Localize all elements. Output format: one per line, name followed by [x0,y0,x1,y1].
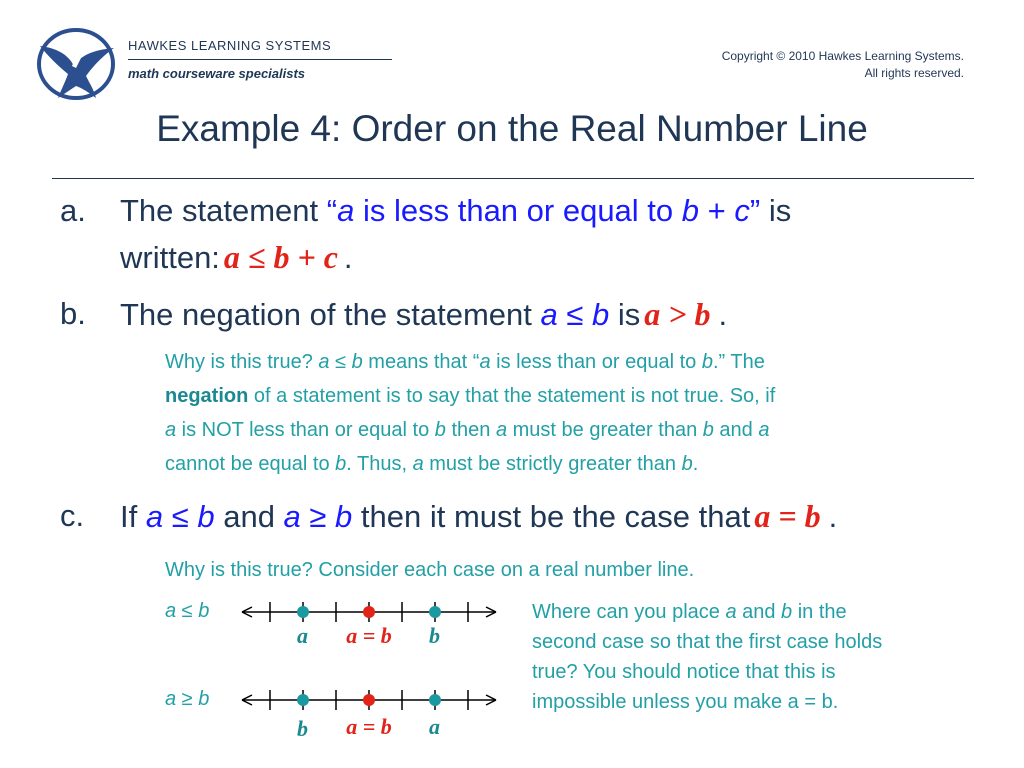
nl1-label-var: a [165,600,177,622]
point-middle [363,694,375,706]
item-a-period: . [343,240,353,275]
item-a-var-c: c [734,193,750,228]
item-c-var-a2: a [283,499,301,534]
expl-text: cannot be equal to [165,453,336,475]
point-right [429,694,441,706]
expl-var: a [165,419,177,441]
item-c-and: and [214,499,284,534]
brand-tagline: math courseware specialists [128,66,306,81]
note-text: Where can you place [532,601,726,623]
point-middle-label: a = b [346,714,392,739]
copyright-line-2: All rights reserved. [864,66,964,80]
item-a-quote-close: ” [749,193,761,228]
explanation-line-3 [165,413,975,447]
item-a-line-2 [120,235,353,280]
expl-var: b [351,351,363,373]
expl-text: . Thus, [346,453,413,475]
item-c-marker: c. [60,498,85,533]
expl-var: b [681,453,693,475]
expl-var: a [758,419,770,441]
nl2-label-op: ≥ [176,688,199,710]
note-text: and [736,601,782,623]
item-b-line [120,292,727,337]
expl-text: then [445,419,496,441]
expl-var: b [702,419,714,441]
brand-divider [128,59,392,60]
side-note-line-3: true? You should notice that this is [532,661,836,683]
item-c-if: If [120,499,146,534]
expl-text: must be greater than [507,419,703,441]
expl-text: must be strictly greater than [423,453,682,475]
item-c-ge: ≥ [300,499,336,534]
point-left-label: b [297,716,308,741]
expl-text: is less than or equal to [490,351,702,373]
number-line-2 [234,684,504,746]
explanation-line-1 [165,345,975,379]
side-note-line-2: second case so that the first case holds [532,631,883,653]
expl-var: a [412,453,424,475]
item-c-explanation: Why is this true? Consider each case on a real number line. [165,559,695,581]
item-c-le: ≤ [163,499,198,534]
slide-title: Example 4: Order on the Real Number Line [156,108,868,149]
expl-var: a [495,419,508,441]
point-middle-label: a = b [346,623,392,648]
item-a-marker: a. [60,193,86,228]
point-middle [363,606,375,618]
number-line-1-label [165,600,209,623]
expl-text: of a statement is to say that the statement is not true. So, if [248,385,776,407]
item-b-var-b: b [592,297,610,332]
nl2-label-var: a [165,688,177,710]
item-b-period: . [718,297,728,332]
item-a-var-a: a [337,193,355,228]
item-c-var-b2: b [335,499,353,534]
item-a-written: written: [120,240,220,275]
item-a-quote-mid: is less than or equal to [354,193,682,228]
point-left-label: a [297,623,308,648]
item-c-var-b1: b [197,499,215,534]
item-c-var-a1: a [145,499,164,534]
item-c-period: . [828,499,838,534]
point-left [297,694,309,706]
explanation-line-4 [165,447,975,481]
nl1-label-var: b [198,600,210,622]
item-a-var-b: b [681,193,700,228]
item-a-line-1 [120,189,791,233]
item-a-math: a ≤ b + c [223,239,338,275]
expl-text: ≤ [329,351,352,373]
expl-negation-word: negation [165,385,249,407]
side-note [532,597,882,717]
point-left [297,606,309,618]
expl-text: means that “ [362,351,480,373]
expl-var: a [318,351,330,373]
item-a-text: The statement [120,193,327,228]
item-b-math: a > b [644,296,711,332]
note-var: a [725,601,737,623]
point-right [429,606,441,618]
expl-var: b [701,351,713,373]
item-b-text: The negation of the statement [120,297,541,332]
title-divider [52,178,974,179]
copyright-notice [722,48,964,82]
item-c-line [120,494,837,539]
copyright-line-1: Copyright © 2010 Hawkes Learning Systems. [721,49,964,63]
item-a-is: is [760,193,792,228]
note-var: b [781,601,793,623]
expl-text: and [713,419,759,441]
item-b-is: is [609,297,641,332]
point-right-label: a [429,714,440,739]
item-b-le: ≤ [557,297,592,332]
nl2-label-var: b [198,688,210,710]
item-c-then: then it must be the case that [352,499,751,534]
item-a-quote-open: “ [326,193,338,228]
item-b-var-a: a [540,297,558,332]
expl-var: a [479,351,491,373]
expl-text: Why is this true? [165,351,319,373]
item-c-math: a = b [754,498,821,534]
item-b-marker: b. [60,296,86,331]
item-a-plus: + [699,193,735,228]
point-right-label: b [429,623,440,648]
brand-name: HAWKES LEARNING SYSTEMS [128,38,332,53]
number-line-1 [234,596,504,656]
item-b-explanation [165,345,975,481]
number-line-2-label [165,688,209,711]
nl1-label-op: ≤ [176,600,199,622]
expl-var: b [434,419,446,441]
eagle-logo-icon [34,26,118,102]
side-note-line-4: impossible unless you make a = b. [532,691,839,713]
note-text: in the [792,601,847,623]
side-note-line-1 [532,597,882,627]
expl-text: . [692,453,699,475]
expl-text: .” The [712,351,765,373]
expl-text: is NOT less than or equal to [176,419,435,441]
expl-var: b [335,453,347,475]
explanation-line-2 [165,379,975,413]
